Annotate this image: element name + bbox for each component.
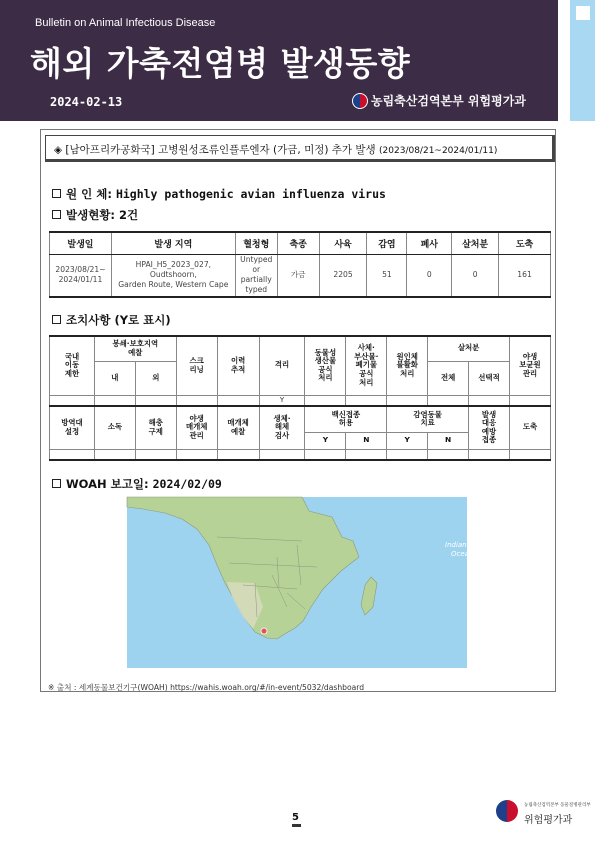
mark-cell <box>135 449 176 460</box>
checkbox-square-icon <box>52 189 61 198</box>
mark-cell <box>428 449 469 460</box>
status-line <box>52 207 138 223</box>
outbreak-marker-icon <box>261 628 267 634</box>
footer-org-name: 농림축산검역본부 동물질병관리부 <box>524 803 591 808</box>
measure-slaughter-inspection: 생체· 해체 검사 <box>259 406 305 449</box>
measures-header-row <box>50 336 551 361</box>
mark-cell <box>94 449 135 460</box>
mark-cell <box>387 395 428 406</box>
measure-post-vaccination: 발생 대응 예방 접종 <box>469 406 510 449</box>
col-header: 발생일 <box>50 232 112 254</box>
mark-cell <box>94 395 135 406</box>
measure-vaccination: 백신접종 허용 <box>305 406 387 432</box>
mark-cell <box>428 395 469 406</box>
status-label: 발생현황: <box>66 208 120 222</box>
mark-cell <box>305 449 346 460</box>
measure-culling: 살처분 <box>428 336 510 361</box>
col-header: 혈청형 <box>235 232 277 254</box>
map-svg <box>127 497 474 668</box>
col-header: 감염 <box>367 232 407 254</box>
measure-traceback: 이력 추적 <box>217 336 259 395</box>
cell-slaughtered: 161 <box>499 254 551 297</box>
measure-zone-inside: 내 <box>94 361 135 395</box>
table-row <box>50 254 551 297</box>
col-header: 발생 지역 <box>111 232 235 254</box>
mark-cell <box>176 449 217 460</box>
cell-date: 2023/08/21~ 2024/01/11 <box>50 254 112 297</box>
madagascar-island <box>361 577 377 615</box>
outbreak-table <box>49 231 551 298</box>
topic-banner <box>45 135 555 162</box>
measure-isolation: 격리 <box>259 336 305 395</box>
measure-treatment: 감염동물 치료 <box>387 406 469 432</box>
measure-wildlife-vector: 야생 매개체 관리 <box>176 406 217 449</box>
mark-cell <box>50 395 95 406</box>
mark-cell <box>50 449 95 460</box>
government-emblem-icon <box>352 93 368 109</box>
vaccination-yes: Y <box>305 432 346 449</box>
checkbox-square-icon <box>52 315 61 324</box>
page-number: 5 <box>292 812 299 823</box>
measure-domestic-movement: 국내 이동 제한 <box>50 336 95 395</box>
cell-region: HPAI_H5_2023_027, Oudtshoorn, Garden Route, Western Cape <box>111 254 235 297</box>
checkbox-square-icon <box>52 210 61 219</box>
measure-culling-selective: 선택적 <box>469 361 510 395</box>
pathogen-value: Highly pathogenic avian influenza virus <box>115 187 386 201</box>
mark-cell <box>217 395 259 406</box>
col-header: 폐사 <box>407 232 452 254</box>
footer-emblem-icon <box>496 800 518 822</box>
col-header: 사육 <box>319 232 367 254</box>
measure-quarantine-zone: 방역대 설정 <box>50 406 95 449</box>
woah-label: WOAH 보고일: <box>66 477 153 491</box>
measure-zone-outside: 외 <box>135 361 176 395</box>
mark-cell <box>346 395 387 406</box>
mark-cell <box>469 449 510 460</box>
source-note: ※ 출처 : 세계동물보건기구(WOAH) https://wahis.woah.org/#/in-event/5032/dashboard <box>48 683 365 692</box>
report-date: 2024-02-13 <box>50 95 123 109</box>
checkbox-square-icon <box>52 479 61 488</box>
measures-header-row-2 <box>50 406 551 432</box>
cell-dead: 0 <box>407 254 452 297</box>
col-header: 살처분 <box>452 232 499 254</box>
measure-pest-control: 해충 구제 <box>135 406 176 449</box>
mark-cell <box>135 395 176 406</box>
measures-mark-row <box>50 395 551 406</box>
measure-culling-total: 전체 <box>428 361 469 395</box>
measure-carcass-disposal: 사체· 부산물· 폐기물 공식 처리 <box>346 336 387 395</box>
ocean-label-line-1: Indian <box>445 541 467 549</box>
measure-screening: 스크 리닝 <box>176 336 217 395</box>
measure-vector-surveillance: 매개체 예찰 <box>217 406 259 449</box>
agency-name: 농림축산검역본부 위험평가과 <box>371 94 526 108</box>
cell-raised: 2205 <box>319 254 367 297</box>
measures-mark-row-2 <box>50 449 551 460</box>
topic-text: [남아프리카공화국] 고병원성조류인플루엔자 (가금, 미정) 추가 발생 <box>65 144 380 156</box>
page-number-underline <box>292 824 301 827</box>
mark-cell <box>305 395 346 406</box>
measures-heading-text: 조치사항 (Y로 표시) <box>66 313 171 327</box>
outbreak-header-row <box>50 232 551 254</box>
footer-team-name: 위험평가과 <box>524 815 573 826</box>
measure-containment-zone: 봉쇄·보호지역 예찰 <box>94 336 176 361</box>
ocean-label-line-2: Ocean <box>451 550 474 558</box>
status-value: 2건 <box>119 208 139 222</box>
page-title: 해외 가축전염병 발생동향 <box>30 44 411 83</box>
mark-cell <box>509 449 550 460</box>
mark-cell <box>259 449 305 460</box>
bulletin-label: Bulletin on Animal Infectious Disease <box>35 17 216 29</box>
measure-disinfection: 소독 <box>94 406 135 449</box>
measures-table <box>49 335 551 461</box>
mark-cell <box>346 449 387 460</box>
topic-range: (2023/08/21~2024/01/11) <box>379 146 498 156</box>
woah-date: 2024/02/09 <box>152 477 222 491</box>
cell-infected: 51 <box>367 254 407 297</box>
measure-agent-inactivation: 원인체 불활화 처리 <box>387 336 428 395</box>
measure-product-disposal: 동물성 생산물 공식 처리 <box>305 336 346 395</box>
mark-cell <box>217 449 259 460</box>
topic-diamond-icon: ◈ <box>54 144 66 156</box>
treatment-yes: Y <box>387 432 428 449</box>
mark-cell <box>176 395 217 406</box>
cell-serotype: Untyped or partially typed <box>235 254 277 297</box>
africa-landmass <box>127 497 359 639</box>
cell-species: 가금 <box>277 254 319 297</box>
mark-cell: Y <box>259 395 305 406</box>
measure-wildlife-reservoir: 야생 보균원 관리 <box>509 336 550 395</box>
pathogen-label: 원 인 체: <box>66 187 116 201</box>
treatment-no: N <box>428 432 469 449</box>
col-header: 축종 <box>277 232 319 254</box>
pathogen-line <box>52 186 386 202</box>
header-corner-square <box>576 6 590 20</box>
agency-block <box>352 92 526 109</box>
measure-slaughter: 도축 <box>509 406 550 449</box>
woah-line <box>52 476 222 492</box>
measures-heading <box>52 312 171 328</box>
mark-cell <box>509 395 550 406</box>
mark-cell <box>469 395 510 406</box>
cell-culled: 0 <box>452 254 499 297</box>
outbreak-map <box>127 497 474 668</box>
col-header: 도축 <box>499 232 551 254</box>
vaccination-no: N <box>346 432 387 449</box>
mark-cell <box>387 449 428 460</box>
